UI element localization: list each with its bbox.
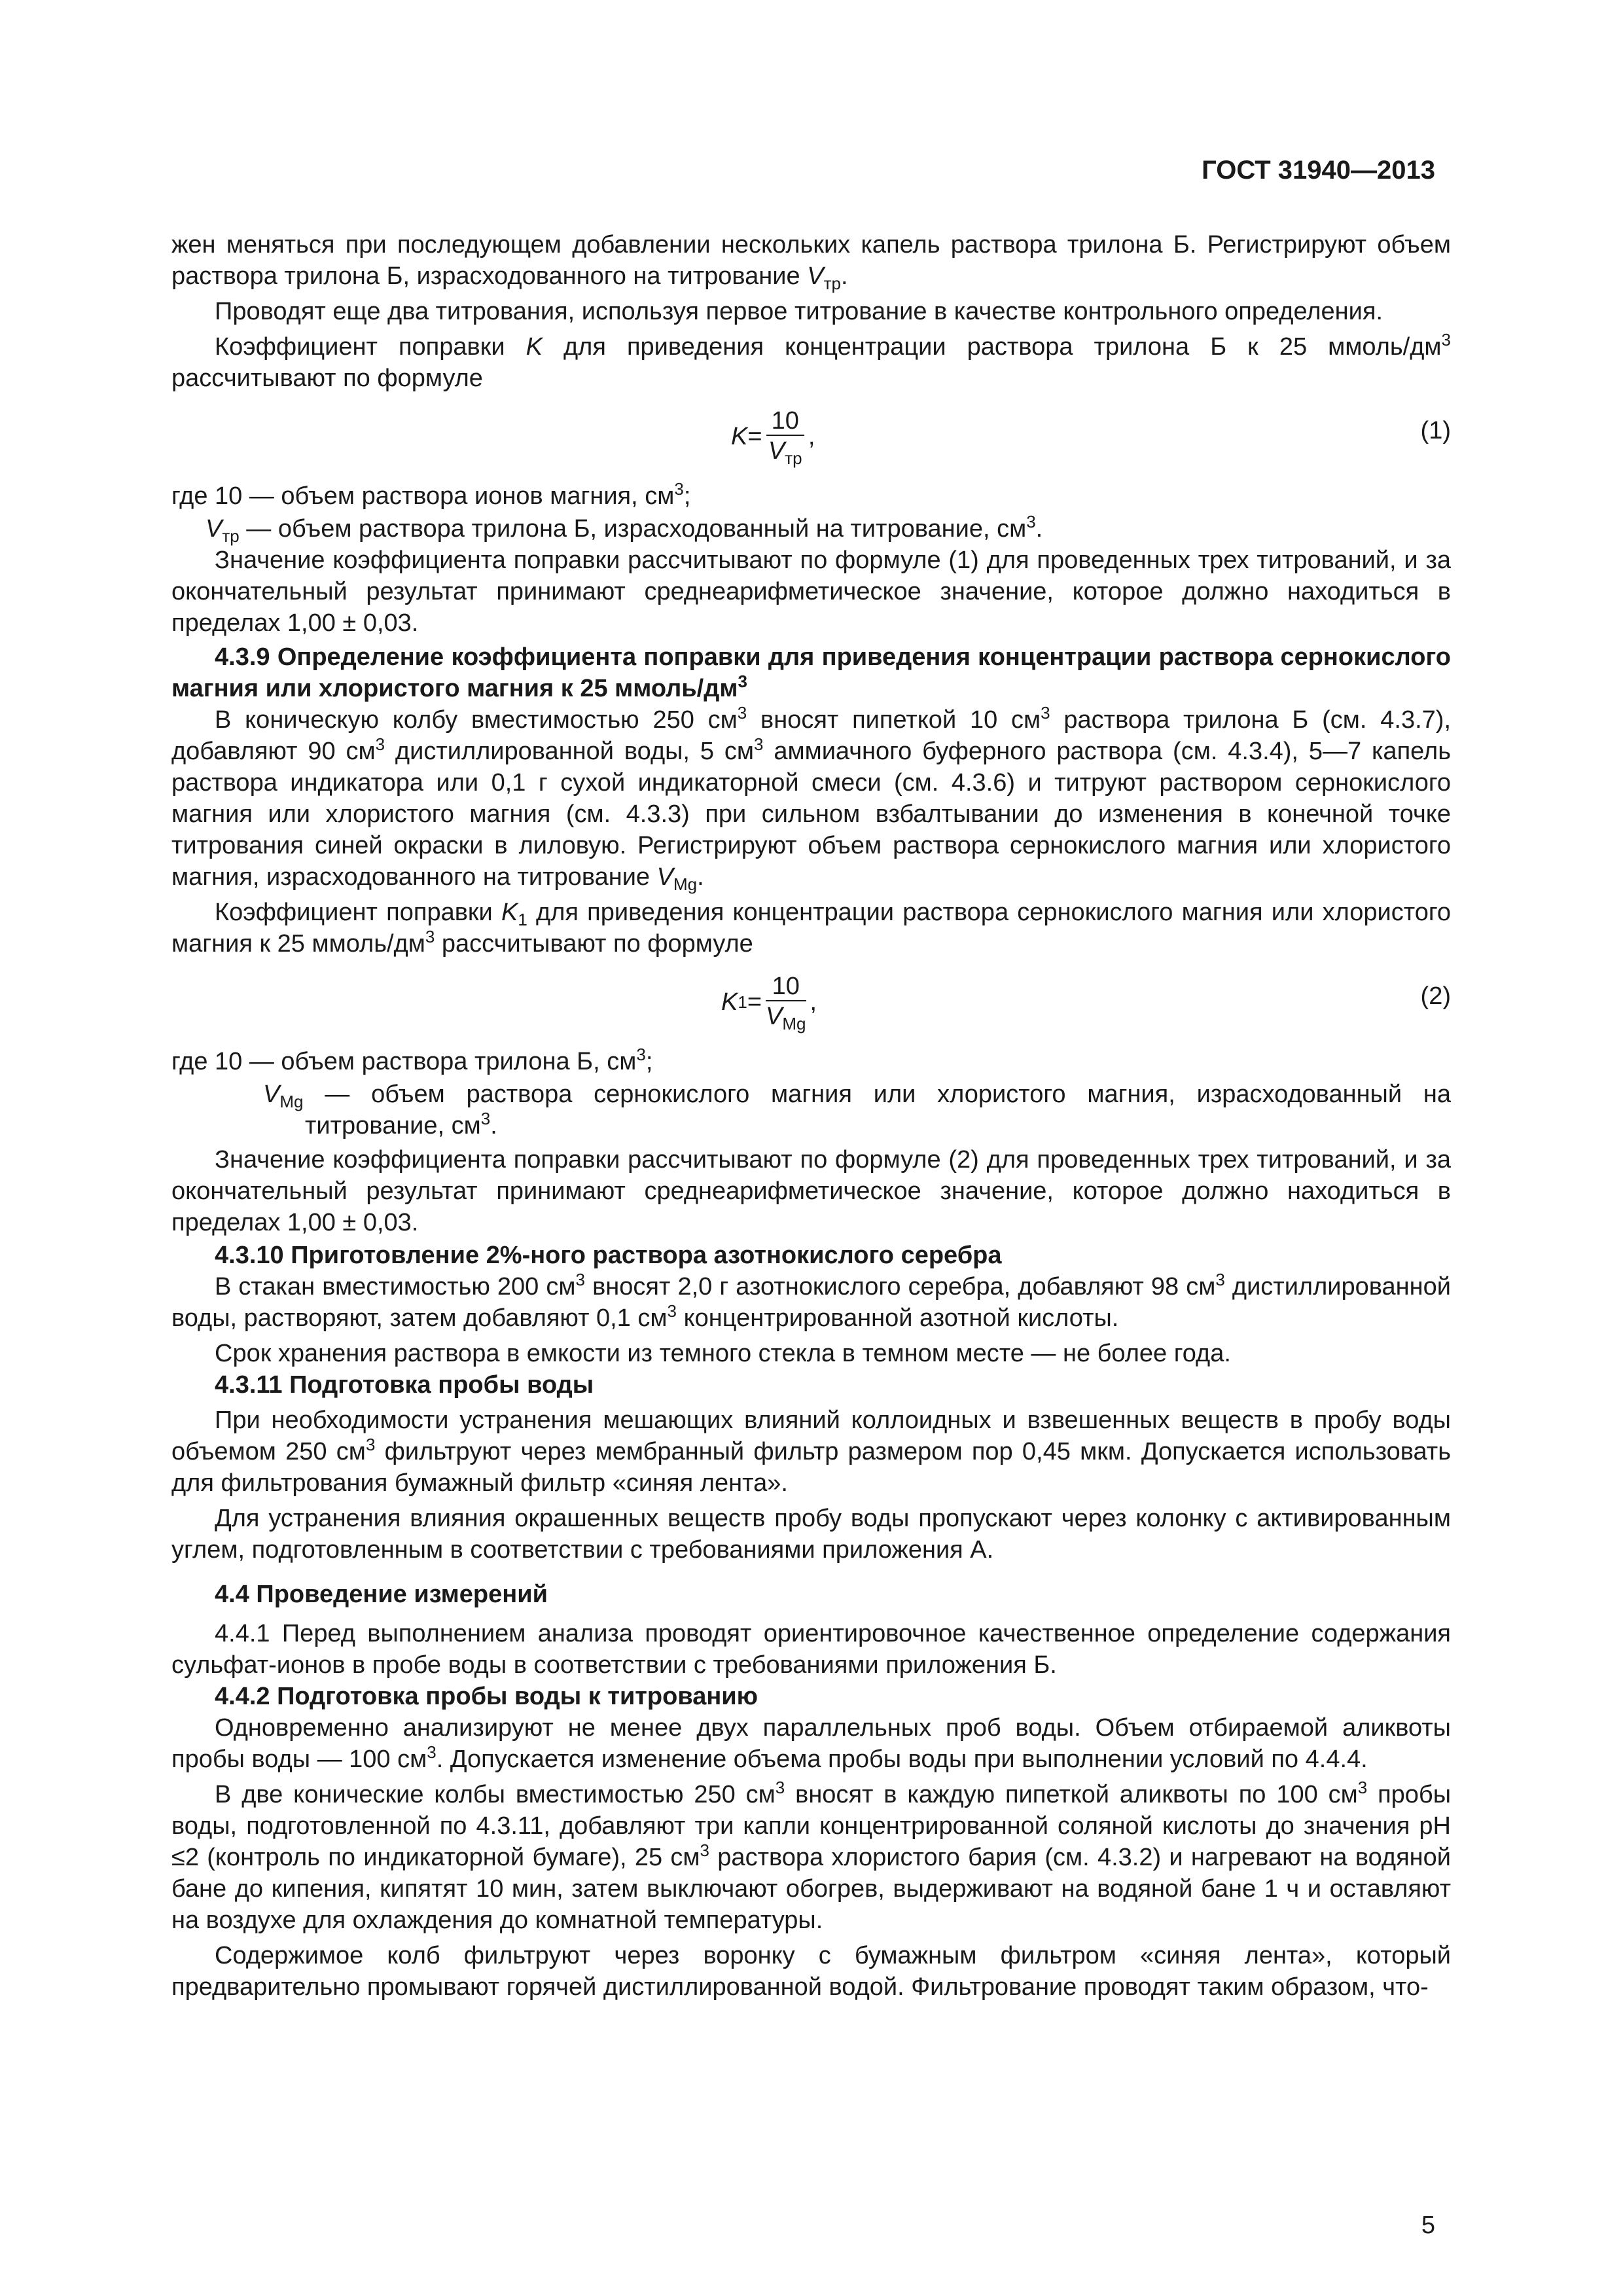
paragraph: Значение коэффициента поправки рассчитывают по формуле (1) для проведенных трех титрований, и за окончательный результат принимают среднеарифметическое значение, которое должно находиться в пределах 1,00 ± 0,03. xyxy=(171,547,1451,637)
section-heading-4-3-9: 4.3.9 Определение коэффициента поправки для приведения концентрации раствора сернокислого магния или хлористого магния к 25 ммоль/$дм^3$ xyxy=(171,643,1451,702)
paragraph: Одновременно анализируют не менее двух параллельных проб воды. Объем отбираемой аликвоты пробы воды — 100 $см^3$. Допускается изменение объема пробы воды при выполнении условий по 4.4.4. xyxy=(171,1714,1451,1773)
page-number: 5 xyxy=(1421,2212,1435,2239)
paragraph: Проводят еще два титрования, используя первое титрование в качестве контрольного определения. xyxy=(215,298,1383,325)
formula-number: (2) xyxy=(1420,982,1451,1010)
fraction: $\frac{10}{V_{тр}}$ xyxy=(766,407,804,466)
paragraph: В коническую колбу вместимостью 250 $см^3$ вносят пипеткой 10 $см^3$ раствора трилона Б (см. 4.3.7), добавляют 90 $см^3$ дистиллированной воды, 5 $см^3$ аммиачного буферного раствора (см. 4.3.4), 5—7 капель раствора индикатора или 0,1 г сухой индикаторной смеси (см. 4.3.6) и титруют раствором сернокислого магния или хлористого магния (см. 4.3.3) при сильном взбалтывании до изменения в конечной точке титрования синей окраски в лиловую. Регистрируют объем раствора сернокислого магния или хлористого магния, израсходованного на титрование $V_{Mg}$. xyxy=(171,703,1452,894)
paragraph: При необходимости устранения мешающих влияний коллоидных и взвешенных веществ в пробу воды объемом 250 $см^3$ фильтруют через мембранный фильтр размером пор 0,45 мкм. Допускается использовать для фильтрования бумажный фильтр «синяя лента». xyxy=(171,1407,1451,1497)
where-clause: где 10 — объем раствора ионов магния, $см^3$; xyxy=(171,479,691,510)
formula-number: (1) xyxy=(1420,417,1451,444)
paragraph: В стакан вместимостью 200 $см^3$ вносят 2,0 г азотнокислого серебра, добавляют 98 $см^3$ дистиллированной воды, растворяют, затем добавляют 0,1 $см^3$ концентрированной азотной кислоты. xyxy=(171,1270,1451,1332)
where-clause: $V_{Mg}$ — объем раствора сернокислого магния или хлористого магния, израсходованный на титрование, $см^3$. xyxy=(263,1081,1451,1139)
paragraph: Коэффициент поправки $K_1$ для приведения концентрации раствора сернокислого магния или хлористого магния к 25 ммоль/$дм^3$ рассчитывают по формуле xyxy=(171,899,1452,958)
where-clause: где 10 — объем раствора трилона Б, $см^3$; xyxy=(171,1045,653,1075)
paragraph: Содержимое колб фильтруют через воронку с бумажным фильтром «синяя лента», который предварительно промывают горячей дистиллированной водой. Фильтрование проводят таким образом, что- xyxy=(171,1942,1451,2001)
formula-1: K = $\frac{10}{V_{тр}}$ , (1) xyxy=(731,407,1451,468)
paragraph: Значение коэффициента поправки рассчитывают по формуле (2) для проведенных трех титрований, и за окончательный результат принимают среднеарифметическое значение, которое должно находиться в пределах 1,00 ± 0,03. xyxy=(171,1146,1451,1236)
document-body xyxy=(171,229,1451,2003)
paragraph: Срок хранения раствора в емкости из темного стекла в темном месте — не более года. xyxy=(215,1340,1231,1367)
where-clause: $V_{тр}$ — объем раствора трилона Б, израсходованный на титрование, $см^3$. xyxy=(205,512,1043,546)
section-heading-4-4-2: 4.4.2 Подготовка пробы воды к титрованию xyxy=(215,1683,758,1710)
paragraph: Коэффициент поправки K для приведения концентрации раствора трилона Б к 25 ммоль/$дм^3$ рассчитывают по формуле xyxy=(171,330,1451,392)
paragraph: жен меняться при последующем добавлении нескольких капель раствора трилона Б. Регистрируют объем раствора трилона Б, израсходованного на титрование $V_{тр}$. xyxy=(171,231,1451,293)
section-heading-4-3-11: 4.3.11 Подготовка пробы воды xyxy=(215,1371,594,1399)
paragraph: 4.4.1 Перед выполнением анализа проводят ориентировочное качественное определение содержания сульфат-ионов в пробе воды в соответствии с требованиями приложения Б. xyxy=(171,1620,1451,1679)
section-heading-4-3-10: 4.3.10 Приготовление 2%-ного раствора азотнокислого серебра xyxy=(215,1242,1002,1269)
section-heading-4-4: 4.4 Проведение измерений xyxy=(215,1581,548,1608)
paragraph: Для устранения влияния окрашенных веществ пробу воды пропускают через колонку с активированным углем, подготовленным в соответствии с требованиями приложения А. xyxy=(171,1505,1451,1564)
formula-2: K 1 = $\frac{10}{V_{Mg}}$ , (2) xyxy=(721,973,1451,1033)
document-id-header: ГОСТ 31940—2013 xyxy=(1202,156,1435,185)
paragraph: В две конические колбы вместимостью 250 $см^3$ вносят в каждую пипеткой аликвоты по 100 $см^3$ пробы воды, подготовленной по 4.3.11, добавляют три капли концентрированной соляной кислоты до значения pH ≤2 (контроль по индикаторной бумаге), 25 $см^3$ раствора хлористого бария (см. 4.3.2) и нагревают на водяной бане до кипения, кипятят 10 мин, затем выключают обогрев, выдерживают на водяной бане 1 ч и оставляют на воздухе для охлаждения до комнатной температуры. xyxy=(171,1778,1452,1934)
fraction: $\frac{10}{V_{Mg}}$ xyxy=(766,973,806,1033)
